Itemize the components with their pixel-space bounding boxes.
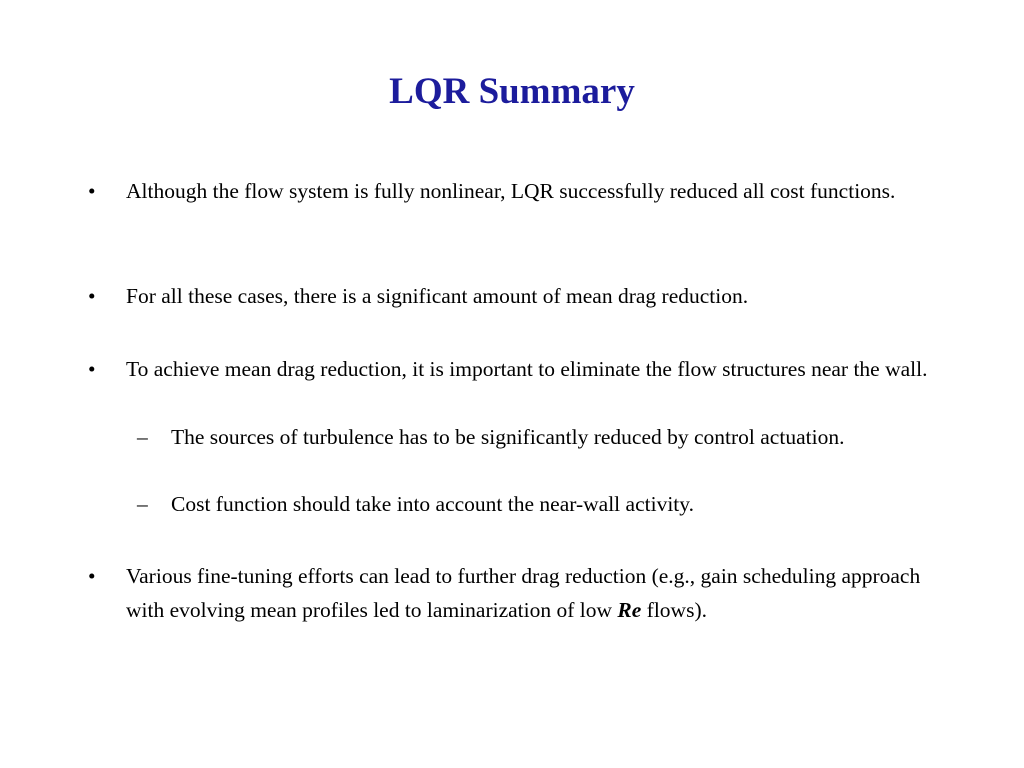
bullet-item-2: [88, 281, 956, 312]
sub-bullet-marker: –: [137, 425, 148, 449]
sub-bullet-item-1: [137, 422, 961, 453]
slide-title: LQR Summary: [389, 71, 635, 112]
bullet-marker: •: [88, 284, 96, 308]
bullet-text-after: flows).: [641, 598, 707, 622]
reynolds-number-emphasis: Re: [617, 598, 642, 622]
bullet-text: Although the flow system is fully nonlinear, LQR successfully reduced all cost functions.: [126, 179, 896, 203]
sub-bullet-marker: –: [137, 492, 148, 516]
sub-bullet-text: Cost function should take into account the near-wall activity.: [171, 492, 694, 516]
bullet-marker: •: [88, 357, 96, 381]
sub-bullet-text: The sources of turbulence has to be significantly reduced by control actuation.: [171, 425, 845, 449]
bullet-text-before: Various fine-tuning efforts can lead to further drag reduction (e.g., gain scheduling approach with evolving mean profiles led to laminarization of low: [126, 564, 921, 622]
sub-bullet-item-2: [137, 489, 961, 520]
bullet-text: To achieve mean drag reduction, it is important to eliminate the flow structures near the wall.: [126, 357, 928, 381]
bullet-text: For all these cases, there is a significant amount of mean drag reduction.: [126, 284, 749, 308]
bullet-marker: •: [88, 564, 96, 588]
bullet-item-4: [88, 559, 956, 627]
bullet-marker: •: [88, 179, 96, 203]
bullet-item-3: [88, 354, 956, 385]
bullet-item-1: [88, 176, 956, 207]
